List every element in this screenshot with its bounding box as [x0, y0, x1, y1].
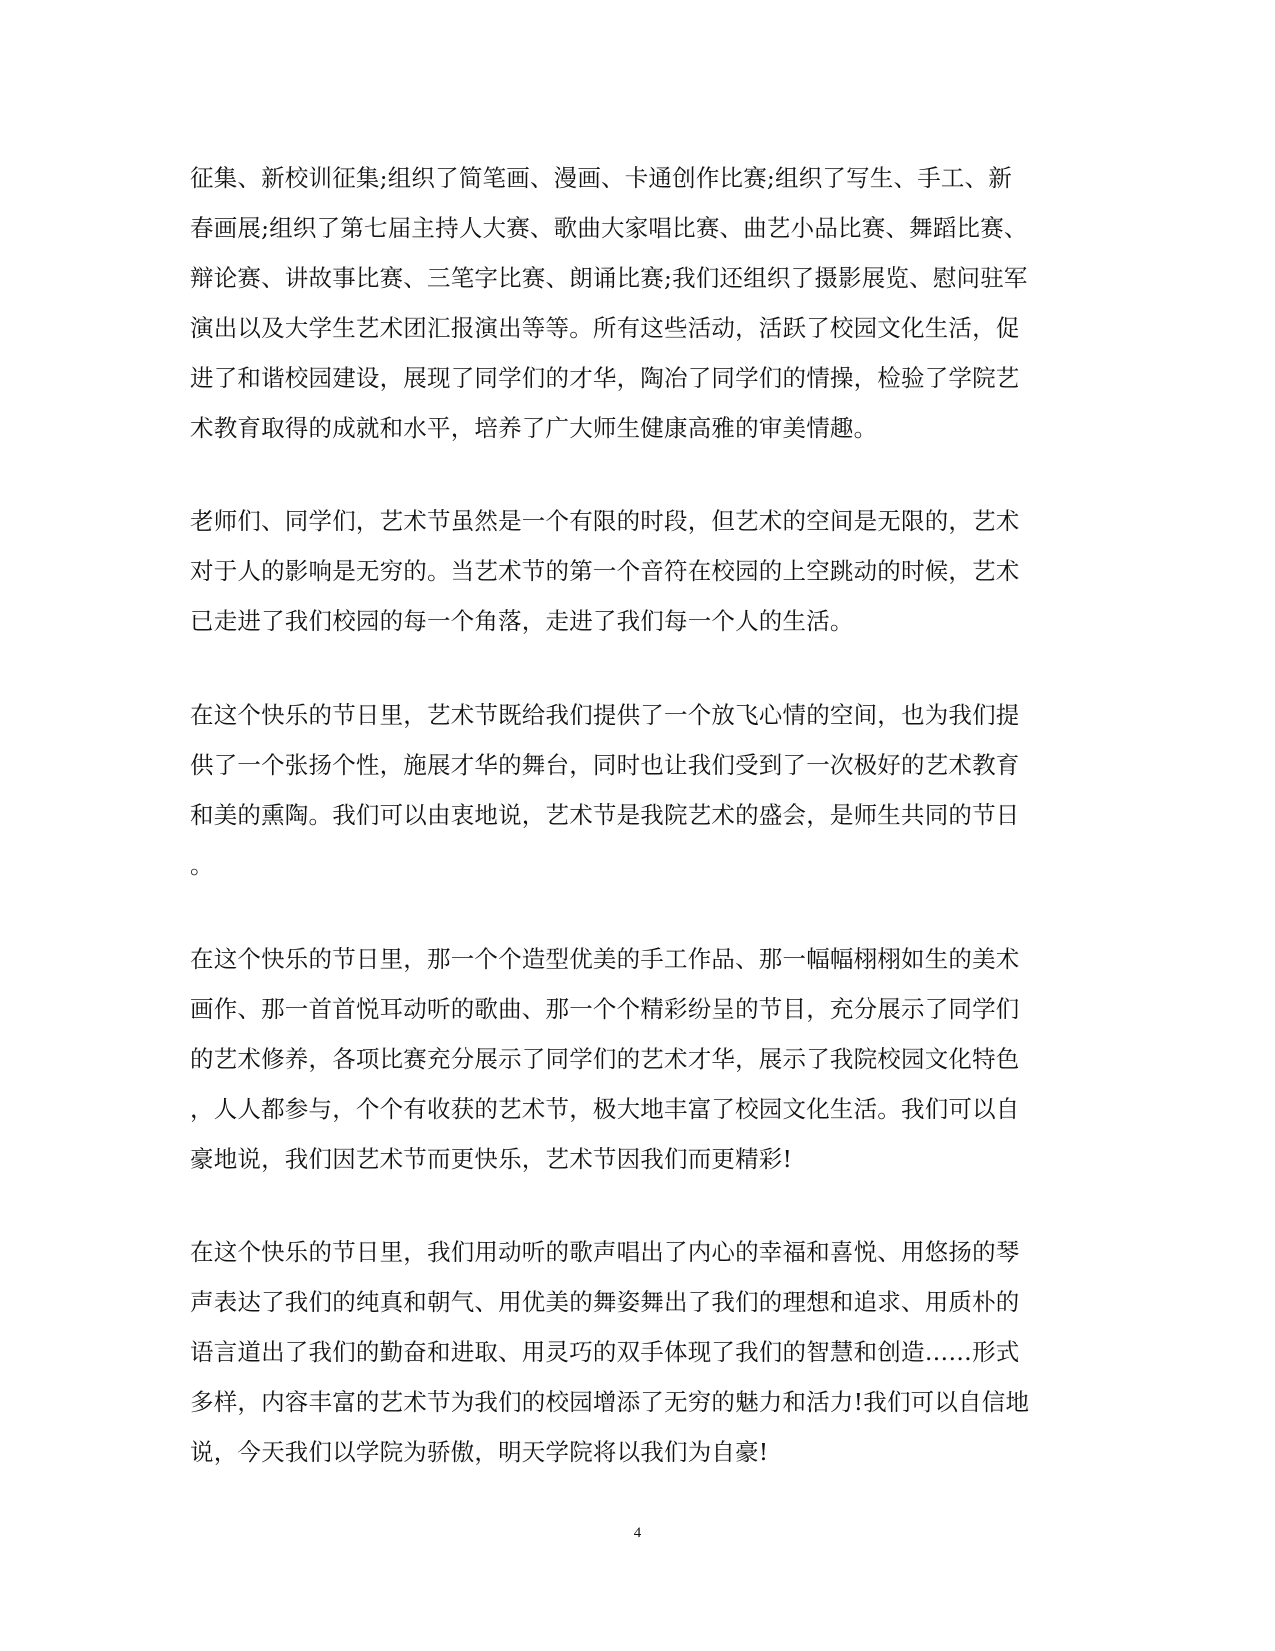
- text-line: 多样，内容丰富的艺术节为我们的校园增添了无穷的魅力和活力!我们可以自信地: [190, 1388, 1030, 1416]
- paragraph-works-showcase: [190, 934, 1090, 1184]
- text-line: 画作、那一首首悦耳动听的歌曲、那一个个精彩纷呈的节目，充分展示了同学们: [190, 995, 1020, 1023]
- text-line: 在这个快乐的节日里，我们用动听的歌声唱出了内心的幸福和喜悦、用悠扬的琴: [190, 1238, 1020, 1266]
- text-line: 老师们、同学们，艺术节虽然是一个有限的时段，但艺术的空间是无限的，艺术: [190, 507, 1020, 535]
- text-line: 对于人的影响是无穷的。当艺术节的第一个音符在校园的上空跳动的时候，艺术: [190, 557, 1020, 585]
- paragraph-teachers-students: [190, 496, 1090, 646]
- page-number: 4: [633, 1525, 642, 1541]
- text-line: 和美的熏陶。我们可以由衷地说，艺术节是我院艺术的盛会，是师生共同的节日: [190, 801, 1020, 829]
- text-line: 演出以及大学生艺术团汇报演出等等。所有这些活动，活跃了校园文化生活，促: [190, 314, 1020, 342]
- text-line: 供了一个张扬个性，施展才华的舞台，同时也让我们受到了一次极好的艺术教育: [190, 751, 1020, 779]
- text-line: 已走进了我们校园的每一个角落，走进了我们每一个人的生活。: [190, 607, 854, 635]
- text-line: 在这个快乐的节日里，那一个个造型优美的手工作品、那一幅幅栩栩如生的美术: [190, 945, 1020, 973]
- text-line: 豪地说，我们因艺术节而更快乐，艺术节因我们而更精彩!: [190, 1145, 793, 1173]
- text-line: ，人人都参与，个个有收获的艺术节，极大地丰富了校园文化生活。我们可以自: [190, 1095, 1020, 1123]
- text-line: 进了和谐校园建设，展现了同学们的才华，陶冶了同学们的情操，检验了学院艺: [190, 364, 1020, 392]
- paragraph-festival-space: [190, 690, 1090, 890]
- paragraph-activities: [190, 153, 1090, 453]
- text-line: 声表达了我们的纯真和朝气、用优美的舞姿舞出了我们的理想和追求、用质朴的: [190, 1288, 1020, 1316]
- text-line: 的艺术修养，各项比赛充分展示了同学们的艺术才华，展示了我院校园文化特色: [190, 1045, 1020, 1073]
- text-line: 术教育取得的成就和水平，培养了广大师生健康高雅的审美情趣。: [190, 414, 878, 442]
- text-line: 语言道出了我们的勤奋和进取、用灵巧的双手体现了我们的智慧和创造……形式: [190, 1338, 1020, 1366]
- text-line: 征集、新校训征集;组织了简笔画、漫画、卡通创作比赛;组织了写生、手工、新: [190, 164, 1013, 192]
- text-line: 辩论赛、讲故事比赛、三笔字比赛、朗诵比赛;我们还组织了摄影展览、慰问驻军: [190, 264, 1028, 292]
- paragraph-joy-expression: [190, 1227, 1090, 1477]
- text-line: 春画展;组织了第七届主持人大赛、歌曲大家唱比赛、曲艺小品比赛、舞蹈比赛、: [190, 214, 1028, 242]
- text-line: 。: [190, 851, 214, 879]
- text-line: 说，今天我们以学院为骄傲，明天学院将以我们为自豪!: [190, 1438, 769, 1466]
- text-line: 在这个快乐的节日里，艺术节既给我们提供了一个放飞心情的空间，也为我们提: [190, 701, 1020, 729]
